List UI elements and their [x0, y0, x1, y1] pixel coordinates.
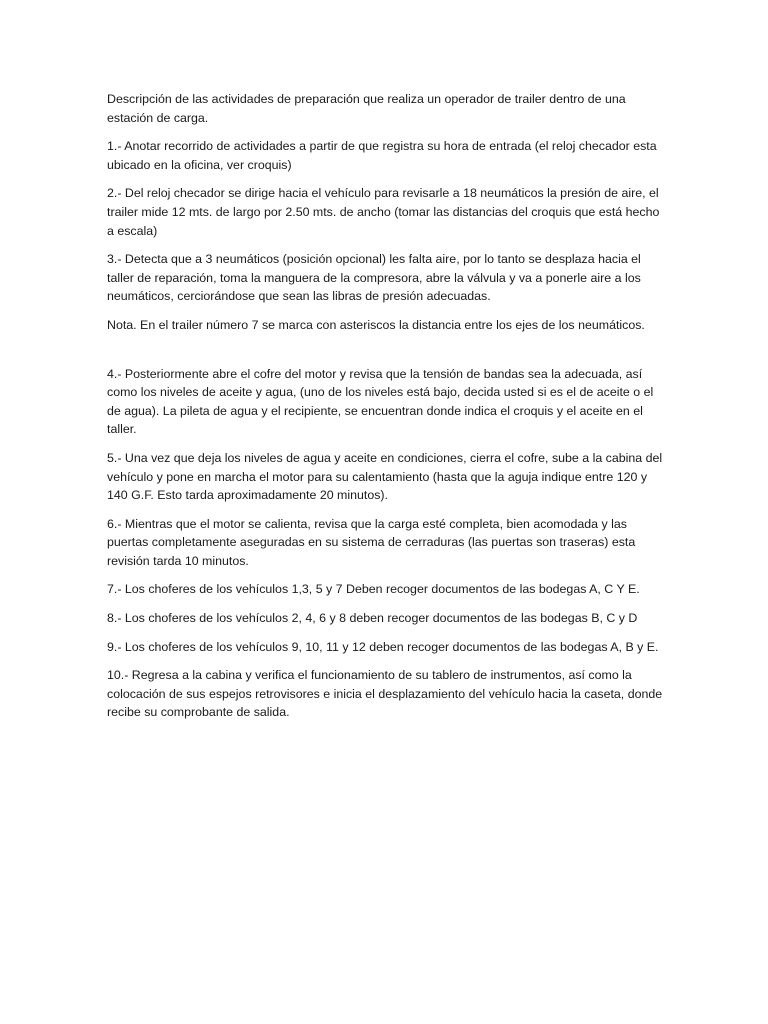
step-9: 9.- Los choferes de los vehículos 9, 10, 11 y 12 deben recoger documentos de las bodegas A, B y E. [107, 639, 659, 654]
step-8: 8.- Los choferes de los vehículos 2, 4, 6 y 8 deben recoger documentos de las bodegas B, C y D [107, 611, 638, 626]
step-3: 3.- Detecta que a 3 neumáticos (posición opcional) les falta aire, por lo tanto se desplaza hacia el taller de reparación, toma la manguera de la compresora, abre la válvula y va a ponerle aire a los neumáticos, cerciorándose que sean las libras de presión adecuadas. [107, 252, 641, 304]
document-intro: Descripción de las actividades de preparación que realiza un operador de trailer dentro de una estación de carga. [107, 92, 626, 125]
step-2: 2.- Del reloj checador se dirige hacia el vehículo para revisarle a 18 neumáticos la presión de aire, el trailer mide 12 mts. de largo por 2.50 mts. de ancho (tomar las distancias del croquis que está hecho a escala) [107, 186, 660, 238]
step-10: 10.- Regresa a la cabina y verifica el funcionamiento de su tablero de instrumentos, así como la colocación de sus espejos retrovisores e inicia el desplazamiento del vehículo hacia la caseta, donde recibe su comprobante de salida. [107, 668, 663, 720]
step-6: 6.- Mientras que el motor se calienta, revisa que la carga esté completa, bien acomodada y las puertas completamente aseguradas en su sistema de cerraduras (las puertas son traseras) esta revisión tarda 10 minutos. [107, 516, 636, 568]
step-4: 4.- Posteriormente abre el cofre del motor y revisa que la tensión de bandas sea la adecuada, así como los niveles de aceite y agua, (uno de los niveles está bajo, decida usted si es el de aceite o el de agua). La pileta de agua y el recipiente, se encuentran donde indica el croquis y el aceite en el taller. [107, 366, 654, 437]
step-1: 1.- Anotar recorrido de actividades a partir de que registra su hora de entrada (el reloj checador esta ubicado en la oficina, ver croquis) [107, 139, 657, 172]
step-5: 5.- Una vez que deja los niveles de agua y aceite en condiciones, cierra el cofre, sube a la cabina del vehículo y pone en marcha el motor para su calentamiento (hasta que la aguja indique entre 120 y 140 G.F. Esto tarda aproximadamente 20 minutos). [107, 450, 663, 503]
note: Nota. En el trailer número 7 se marca con asteriscos la distancia entre los ejes de los neumáticos. [107, 317, 645, 332]
step-7: 7.- Los choferes de los vehículos 1,3, 5 y 7 Deben recoger documentos de las bodegas A, C Y E. [107, 582, 640, 597]
